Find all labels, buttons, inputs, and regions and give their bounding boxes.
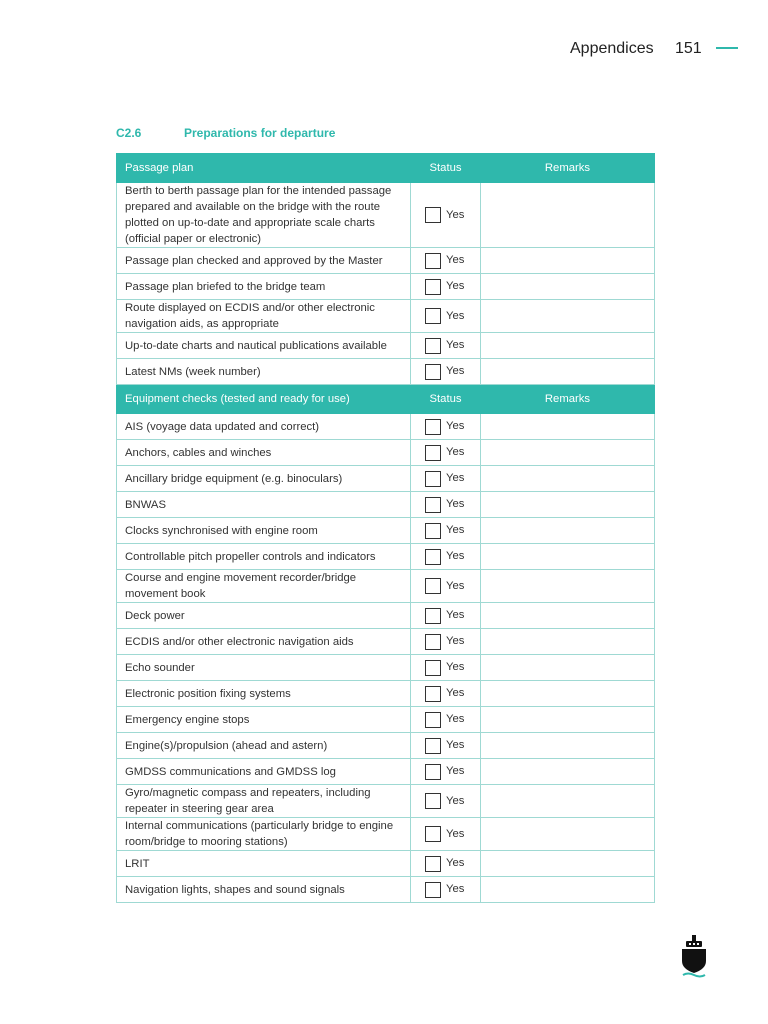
checklist-item-label: Deck power [117, 603, 411, 629]
remarks-cell[interactable] [481, 414, 655, 440]
status-checkbox[interactable] [425, 338, 441, 354]
checklist-item-label: GMDSS communications and GMDSS log [117, 759, 411, 785]
status-checkbox[interactable] [425, 419, 441, 435]
status-checkbox[interactable] [425, 738, 441, 754]
table-row [117, 681, 655, 707]
status-label: Yes [446, 661, 465, 674]
status-cell [411, 359, 481, 385]
status-checkbox[interactable] [425, 826, 441, 842]
checklist-item-label: Engine(s)/propulsion (ahead and astern) [117, 733, 411, 759]
checklist-item-label: Internal communications (particularly bridge to engine room/bridge to mooring stations) [117, 818, 411, 851]
table-row [117, 518, 655, 544]
remarks-cell[interactable] [481, 274, 655, 300]
remarks-cell[interactable] [481, 707, 655, 733]
status-checkbox[interactable] [425, 882, 441, 898]
status-label: Yes [446, 857, 465, 870]
checklist-item-label: Navigation lights, shapes and sound signals [117, 877, 411, 903]
status-cell [411, 759, 481, 785]
status-cell [411, 440, 481, 466]
remarks-cell[interactable] [481, 183, 655, 248]
status-cell [411, 851, 481, 877]
checklist-item-label: LRIT [117, 851, 411, 877]
status-label: Yes [446, 524, 465, 537]
status-label: Yes [446, 687, 465, 700]
table-row [117, 818, 655, 851]
table-row [117, 629, 655, 655]
status-cell [411, 785, 481, 818]
remarks-cell[interactable] [481, 359, 655, 385]
status-label: Yes [446, 739, 465, 752]
table-row [117, 603, 655, 629]
status-label: Yes [446, 365, 465, 378]
status-cell [411, 603, 481, 629]
table-row [117, 274, 655, 300]
section-number: C2.6 [116, 126, 142, 140]
remarks-cell[interactable] [481, 818, 655, 851]
page-header [570, 40, 702, 58]
checklist-item-label: AIS (voyage data updated and correct) [117, 414, 411, 440]
status-label: Yes [446, 420, 465, 433]
checklist-item-label: Emergency engine stops [117, 707, 411, 733]
status-checkbox[interactable] [425, 279, 441, 295]
status-label: Yes [446, 765, 465, 778]
table-row [117, 544, 655, 570]
remarks-cell[interactable] [481, 440, 655, 466]
status-cell [411, 544, 481, 570]
status-cell [411, 414, 481, 440]
checklist-item-label: Controllable pitch propeller controls and indicators [117, 544, 411, 570]
remarks-cell[interactable] [481, 544, 655, 570]
table-row [117, 183, 655, 248]
status-label: Yes [446, 280, 465, 293]
status-label: Yes [446, 446, 465, 459]
status-checkbox[interactable] [425, 764, 441, 780]
remarks-cell[interactable] [481, 248, 655, 274]
table-row [117, 759, 655, 785]
status-checkbox[interactable] [425, 253, 441, 269]
status-checkbox[interactable] [425, 207, 441, 223]
remarks-cell[interactable] [481, 466, 655, 492]
table1-header-row [117, 154, 655, 183]
checklist-item-label: Passage plan briefed to the bridge team [117, 274, 411, 300]
header-section-title: Appendices [570, 40, 654, 57]
table-row [117, 466, 655, 492]
status-label: Yes [446, 580, 465, 592]
checklist-item-label: Anchors, cables and winches [117, 440, 411, 466]
column-header-item: Equipment checks (tested and ready for use) [117, 385, 411, 414]
remarks-cell[interactable] [481, 681, 655, 707]
status-checkbox[interactable] [425, 578, 441, 594]
status-label: Yes [446, 883, 465, 896]
status-cell [411, 818, 481, 851]
status-checkbox[interactable] [425, 549, 441, 565]
status-label: Yes [446, 635, 465, 648]
status-cell [411, 466, 481, 492]
checklist-item-label: Clocks synchronised with engine room [117, 518, 411, 544]
remarks-cell[interactable] [481, 759, 655, 785]
status-label: Yes [446, 498, 465, 511]
checklist-item-label: ECDIS and/or other electronic navigation aids [117, 629, 411, 655]
status-checkbox[interactable] [425, 308, 441, 324]
status-cell [411, 518, 481, 544]
table-row [117, 300, 655, 333]
status-cell [411, 877, 481, 903]
status-checkbox[interactable] [425, 793, 441, 809]
status-checkbox[interactable] [425, 686, 441, 702]
status-cell [411, 570, 481, 603]
checklist-table [116, 153, 655, 903]
status-cell [411, 248, 481, 274]
status-cell [411, 300, 481, 333]
remarks-cell[interactable] [481, 300, 655, 333]
status-checkbox[interactable] [425, 471, 441, 487]
remarks-cell[interactable] [481, 733, 655, 759]
status-checkbox[interactable] [425, 523, 441, 539]
status-cell [411, 707, 481, 733]
checklist-item-label: Route displayed on ECDIS and/or other electronic navigation aids, as appropriate [117, 300, 411, 333]
status-checkbox[interactable] [425, 712, 441, 728]
status-label: Yes [446, 209, 465, 221]
column-header-status: Status [411, 154, 481, 183]
table-row [117, 359, 655, 385]
status-cell [411, 492, 481, 518]
table-row [117, 333, 655, 359]
column-header-status: Status [411, 385, 481, 414]
status-checkbox[interactable] [425, 660, 441, 676]
status-label: Yes [446, 472, 465, 485]
column-header-remarks: Remarks [481, 385, 655, 414]
table-row [117, 570, 655, 603]
remarks-cell[interactable] [481, 492, 655, 518]
table-row [117, 851, 655, 877]
column-header-item: Passage plan [117, 154, 411, 183]
page-number: 151 [675, 40, 702, 57]
checklist-item-label: Up-to-date charts and nautical publications available [117, 333, 411, 359]
status-label: Yes [446, 339, 465, 352]
status-cell [411, 183, 481, 248]
table-row [117, 655, 655, 681]
remarks-cell[interactable] [481, 785, 655, 818]
status-checkbox[interactable] [425, 856, 441, 872]
status-label: Yes [446, 609, 465, 622]
remarks-cell[interactable] [481, 877, 655, 903]
checklist-item-label: Course and engine movement recorder/bridge movement book [117, 570, 411, 603]
remarks-cell[interactable] [481, 851, 655, 877]
status-label: Yes [446, 310, 465, 322]
status-cell [411, 274, 481, 300]
table-row [117, 440, 655, 466]
remarks-cell[interactable] [481, 518, 655, 544]
status-label: Yes [446, 254, 465, 267]
section-heading [116, 126, 336, 140]
status-label: Yes [446, 550, 465, 563]
remarks-cell[interactable] [481, 570, 655, 603]
checklist-item-label: Ancillary bridge equipment (e.g. binoculars) [117, 466, 411, 492]
status-label: Yes [446, 828, 465, 840]
remarks-cell[interactable] [481, 333, 655, 359]
status-cell [411, 333, 481, 359]
status-label: Yes [446, 713, 465, 726]
checklist-body [117, 154, 655, 903]
status-cell [411, 681, 481, 707]
table-row [117, 785, 655, 818]
column-header-remarks: Remarks [481, 154, 655, 183]
checklist-item-label: BNWAS [117, 492, 411, 518]
status-checkbox[interactable] [425, 445, 441, 461]
status-checkbox[interactable] [425, 497, 441, 513]
remarks-cell[interactable] [481, 603, 655, 629]
table-row [117, 733, 655, 759]
status-checkbox[interactable] [425, 634, 441, 650]
remarks-cell[interactable] [481, 629, 655, 655]
table-row [117, 248, 655, 274]
checklist-item-label: Passage plan checked and approved by the Master [117, 248, 411, 274]
table-row [117, 877, 655, 903]
remarks-cell[interactable] [481, 655, 655, 681]
table-row [117, 492, 655, 518]
ship-icon [680, 935, 708, 981]
status-checkbox[interactable] [425, 608, 441, 624]
table-row [117, 414, 655, 440]
status-cell [411, 655, 481, 681]
checklist-item-label: Electronic position fixing systems [117, 681, 411, 707]
status-cell [411, 733, 481, 759]
header-accent-rule [716, 47, 738, 49]
checklist-item-label: Gyro/magnetic compass and repeaters, including repeater in steering gear area [117, 785, 411, 818]
section-title: Preparations for departure [184, 126, 336, 140]
checklist-item-label: Latest NMs (week number) [117, 359, 411, 385]
status-label: Yes [446, 795, 465, 807]
status-cell [411, 629, 481, 655]
table-row [117, 707, 655, 733]
table2-header-row [117, 385, 655, 414]
status-checkbox[interactable] [425, 364, 441, 380]
checklist-item-label: Berth to berth passage plan for the intended passage prepared and available on the bridge with the route plotted on up-to-date and appropriate scale charts (official paper or electronic) [117, 183, 411, 248]
checklist-item-label: Echo sounder [117, 655, 411, 681]
